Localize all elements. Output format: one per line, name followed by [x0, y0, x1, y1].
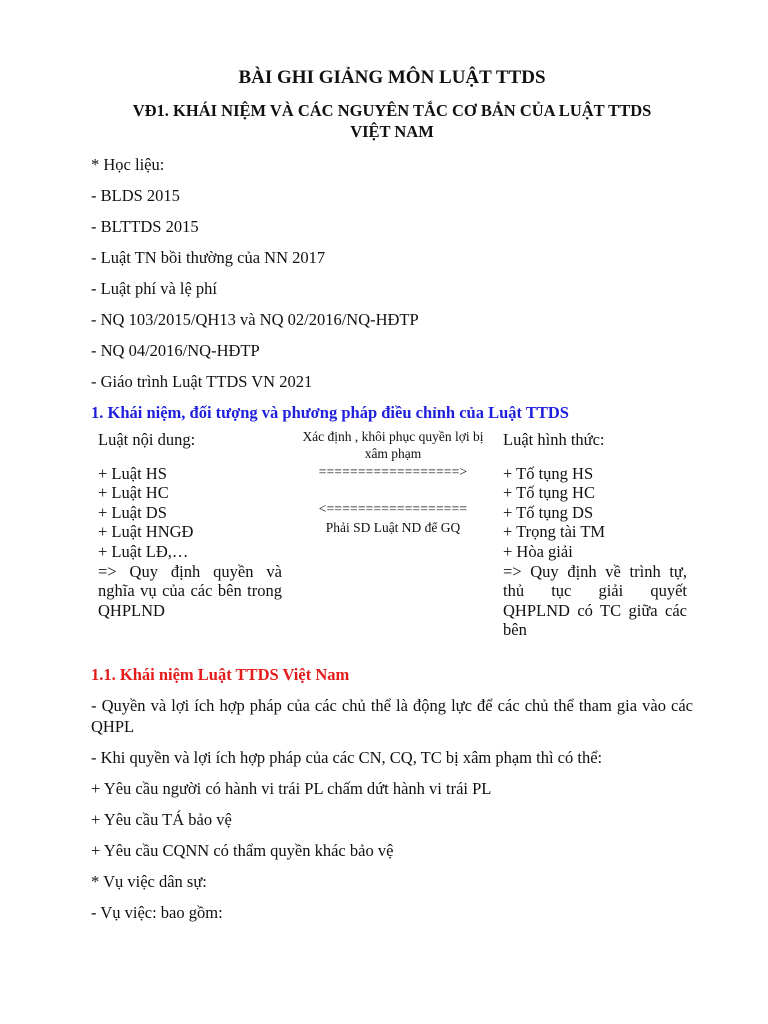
middle-bottom-text: Phải SD Luật ND để GQ	[325, 520, 461, 535]
substantive-law-item: + Luật HNGĐ	[98, 522, 194, 542]
document-page	[91, 66, 693, 933]
section-1-heading: 1. Khái niệm, đối tượng và phương pháp điều chỉnh của Luật TTDS	[91, 403, 569, 422]
section-1-1-heading: 1.1. Khái niệm Luật TTDS Việt Nam	[91, 665, 350, 684]
substantive-law-item: + Luật HS	[98, 463, 167, 483]
procedural-law-item: + Tố tụng DS	[503, 502, 594, 522]
material-item: - Giáo trình Luật TTDS VN 2021	[91, 372, 313, 391]
left-arrow: <==================	[318, 501, 468, 516]
subtitle-line-1: VĐ1. KHÁI NIỆM VÀ CÁC NGUYÊN TẮC CƠ BẢN CỦA LUẬT TTDS	[132, 101, 652, 120]
paragraph: - Vụ việc: bao gồm:	[91, 903, 223, 922]
materials-heading: * Học liệu:	[91, 155, 165, 174]
paragraph: - Khi quyền và lợi ích hợp pháp của các CN, CQ, TC bị xâm phạm thì có thể:	[91, 748, 603, 767]
material-item: - BLTTDS 2015	[91, 217, 199, 236]
procedural-law-heading: Luật hình thức:	[503, 430, 605, 449]
paragraph: + Yêu cầu TÁ bảo vệ	[91, 810, 232, 829]
procedural-law-note: => Quy định về trình tự, thủ tục giải quyết QHPLND có TC giữa các bên	[503, 561, 687, 640]
paragraph: - Quyền và lợi ích hợp pháp của các chủ thể là động lực để các chủ thể tham gia vào các QHPL	[91, 696, 693, 736]
subtitle-line-2: VIỆT NAM	[350, 122, 434, 141]
procedural-law-column	[503, 430, 687, 640]
paragraph: + Yêu cầu người có hành vi trái PL chấm dứt hành vi trái PL	[91, 779, 492, 798]
comparison-middle	[294, 428, 492, 536]
procedural-law-item: + Tố tụng HS	[503, 463, 594, 483]
document-subtitle	[91, 100, 693, 142]
substantive-law-item: + Luật LĐ,…	[98, 541, 189, 561]
substantive-law-note: => Quy định quyền và nghĩa vụ của các bên trong QHPLND	[98, 561, 282, 620]
procedural-law-item: + Trọng tài TM	[503, 522, 606, 542]
paragraph: + Yêu cầu CQNN có thẩm quyền khác bảo vệ	[91, 841, 394, 860]
middle-top-text: Xác định , khôi phục quyền lợi bị xâm phạm	[302, 429, 484, 461]
substantive-law-column	[98, 430, 282, 620]
paragraph: * Vụ việc dân sự:	[91, 872, 207, 891]
material-item: - Luật phí và lệ phí	[91, 279, 218, 298]
law-comparison	[91, 428, 693, 664]
procedural-law-item: + Hòa giải	[503, 541, 573, 561]
material-item: - Luật TN bồi thường của NN 2017	[91, 248, 326, 267]
substantive-law-item: + Luật DS	[98, 502, 167, 522]
material-item: - NQ 04/2016/NQ-HĐTP	[91, 341, 260, 360]
substantive-law-heading: Luật nội dung:	[98, 430, 196, 449]
document-title: BÀI GHI GIẢNG MÔN LUẬT TTDS	[238, 67, 546, 88]
right-arrow: ==================>	[318, 464, 468, 479]
material-item: - BLDS 2015	[91, 186, 180, 205]
substantive-law-item: + Luật HC	[98, 483, 169, 503]
procedural-law-item: + Tố tụng HC	[503, 483, 595, 503]
material-item: - NQ 103/2015/QH13 và NQ 02/2016/NQ-HĐTP	[91, 310, 419, 329]
